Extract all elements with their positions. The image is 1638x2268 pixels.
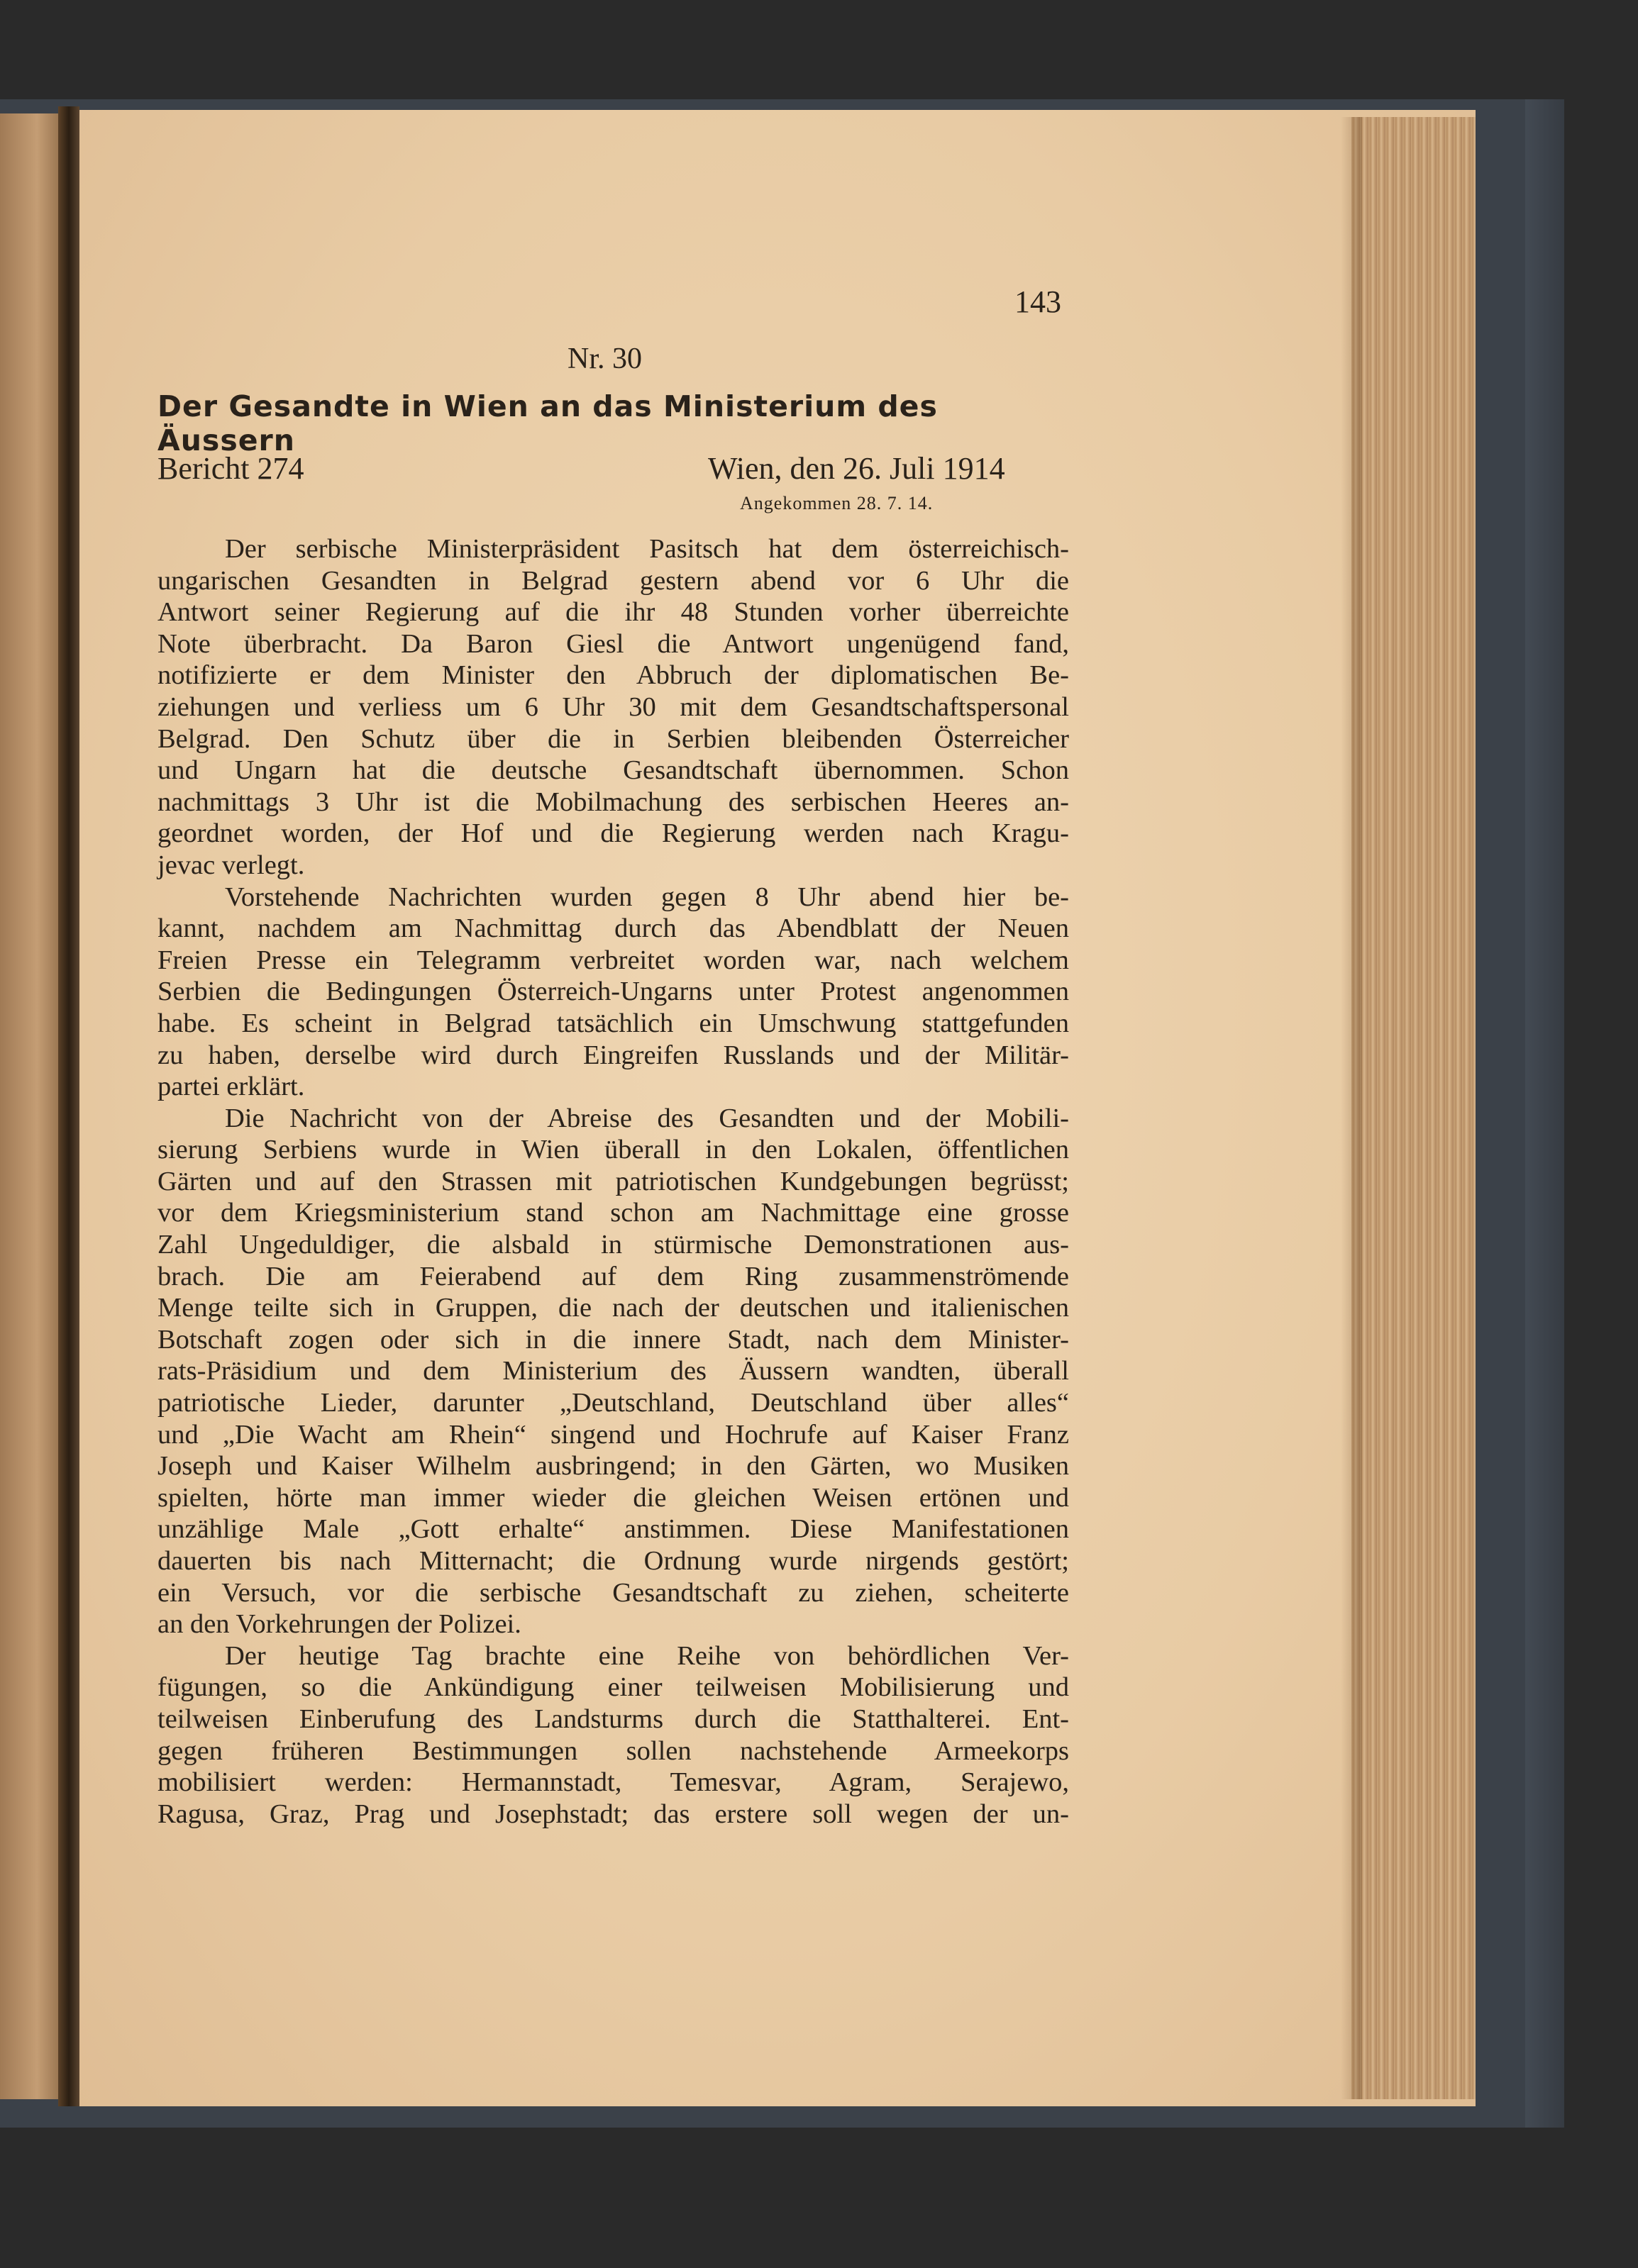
body-text	[157, 533, 1069, 1830]
body-line: Ragusa, Graz, Prag und Josephstadt; das erstere soll wegen der un-	[157, 1799, 1069, 1829]
body-line: Botschaft zogen oder sich in die innere Stadt, nach dem Minister-	[157, 1324, 1069, 1355]
body-line: spielten, hörte man immer wieder die gleichen Weisen ertönen und	[157, 1482, 1069, 1513]
body-line: und „Die Wacht am Rhein“ singend und Hochrufe auf Kaiser Franz	[157, 1419, 1069, 1450]
body-line: brach. Die am Feierabend auf dem Ring zusammenströmende	[157, 1261, 1069, 1291]
body-line: habe. Es scheint in Belgrad tatsächlich ein Umschwung stattgefunden	[157, 1008, 1069, 1038]
body-line: Zahl Ungeduldiger, die alsbald in stürmische Demonstrationen aus-	[157, 1230, 1069, 1260]
body-line: Gärten und auf den Strassen mit patriotischen Kundgebungen begrüsst;	[157, 1166, 1069, 1196]
place-date: Wien, den 26. Juli 1914	[708, 451, 1005, 486]
body-line: Der heutige Tag brachte eine Reihe von behördlichen Ver-	[225, 1640, 1069, 1671]
body-line: Serbien die Bedingungen Österreich-Ungarns unter Protest angenommen	[157, 977, 1069, 1007]
body-line: sierung Serbiens wurde in Wien überall in den Lokalen, öffentlichen	[157, 1135, 1069, 1165]
document-number: Nr. 30	[568, 343, 642, 375]
body-line: rats-Präsidium und dem Ministerium des Äussern wandten, überall	[157, 1356, 1069, 1386]
body-line: nachmittags 3 Uhr ist die Mobilmachung des serbischen Heeres an-	[157, 786, 1069, 817]
body-line: jevac verlegt.	[157, 850, 305, 880]
left-page-edge	[0, 113, 67, 2099]
body-line: Belgrad. Den Schutz über die in Serbien bleibenden Österreicher	[157, 723, 1069, 754]
body-line: Vorstehende Nachrichten wurden gegen 8 Uhr abend hier be-	[225, 882, 1069, 912]
body-line: Menge teilte sich in Gruppen, die nach der deutschen und italienischen	[157, 1293, 1069, 1323]
body-line: mobilisiert werden: Hermannstadt, Temesvar, Agram, Serajewo,	[157, 1767, 1069, 1798]
body-line: geordnet worden, der Hof und die Regierung werden nach Kragu-	[157, 818, 1069, 849]
body-line: kannt, nachdem am Nachmittag durch das Abendblatt der Neuen	[157, 913, 1069, 944]
received-date: Angekommen 28. 7. 14.	[740, 493, 934, 513]
body-line: Freien Presse ein Telegramm verbreitet worden war, nach welchem	[157, 945, 1069, 975]
body-line: Note überbracht. Da Baron Giesl die Antwort ungenügend fand,	[157, 628, 1069, 659]
body-line: vor dem Kriegsministerium stand schon am Nachmittage eine grosse	[157, 1198, 1069, 1228]
body-line: zu haben, derselbe wird durch Eingreifen Russlands und der Militär-	[157, 1040, 1069, 1070]
body-line: ungarischen Gesandten in Belgrad gestern abend vor 6 Uhr die	[157, 565, 1069, 596]
body-line: Joseph und Kaiser Wilhelm ausbringend; in den Gärten, wo Musiken	[157, 1451, 1069, 1482]
body-line: und Ungarn hat die deutsche Gesandtschaft übernommen. Schon	[157, 755, 1069, 786]
book-gutter	[58, 106, 79, 2106]
page-fore-edge	[1351, 117, 1476, 2099]
body-line: notifizierte er dem Minister den Abbruch der diplomatischen Be-	[157, 660, 1069, 691]
report-number: Bericht 274	[157, 451, 304, 486]
body-line: unzählige Male „Gott erhalte“ anstimmen. Diese Manifestationen	[157, 1514, 1069, 1545]
document-title: Der Gesandte in Wien an das Ministerium des Äussern	[157, 389, 938, 457]
body-line: Die Nachricht von der Abreise des Gesandten und der Mobili-	[225, 1103, 1069, 1133]
body-line: gegen früheren Bestimmungen sollen nachstehende Armeekorps	[157, 1735, 1069, 1766]
body-line: an den Vorkehrungen der Polizei.	[157, 1609, 521, 1640]
body-line: teilweisen Einberufung des Landsturms durch die Statthalterei. Ent-	[157, 1703, 1069, 1734]
body-line: patriotische Lieder, darunter „Deutschland, Deutschland über alles“	[157, 1388, 1069, 1418]
body-line: fügungen, so die Ankündigung einer teilweisen Mobilisierung und	[157, 1672, 1069, 1703]
body-line: ziehungen und verliess um 6 Uhr 30 mit dem Gesandtschaftspersonal	[157, 691, 1069, 722]
page-fore-edge-shade	[1341, 117, 1362, 2099]
page-number: 143	[1014, 284, 1061, 319]
body-line: dauerten bis nach Mitternacht; die Ordnung wurde nirgends gestört;	[157, 1546, 1069, 1576]
body-line: partei erklärt.	[157, 1072, 305, 1102]
body-line: ein Versuch, vor die serbische Gesandtschaft zu ziehen, scheiterte	[157, 1577, 1069, 1608]
body-line: Der serbische Ministerpräsident Pasitsch hat dem österreichisch-	[225, 534, 1069, 564]
book-cover-edge	[1525, 99, 1564, 2128]
body-line: Antwort seiner Regierung auf die ihr 48 Stunden vorher überreichte	[157, 597, 1069, 628]
